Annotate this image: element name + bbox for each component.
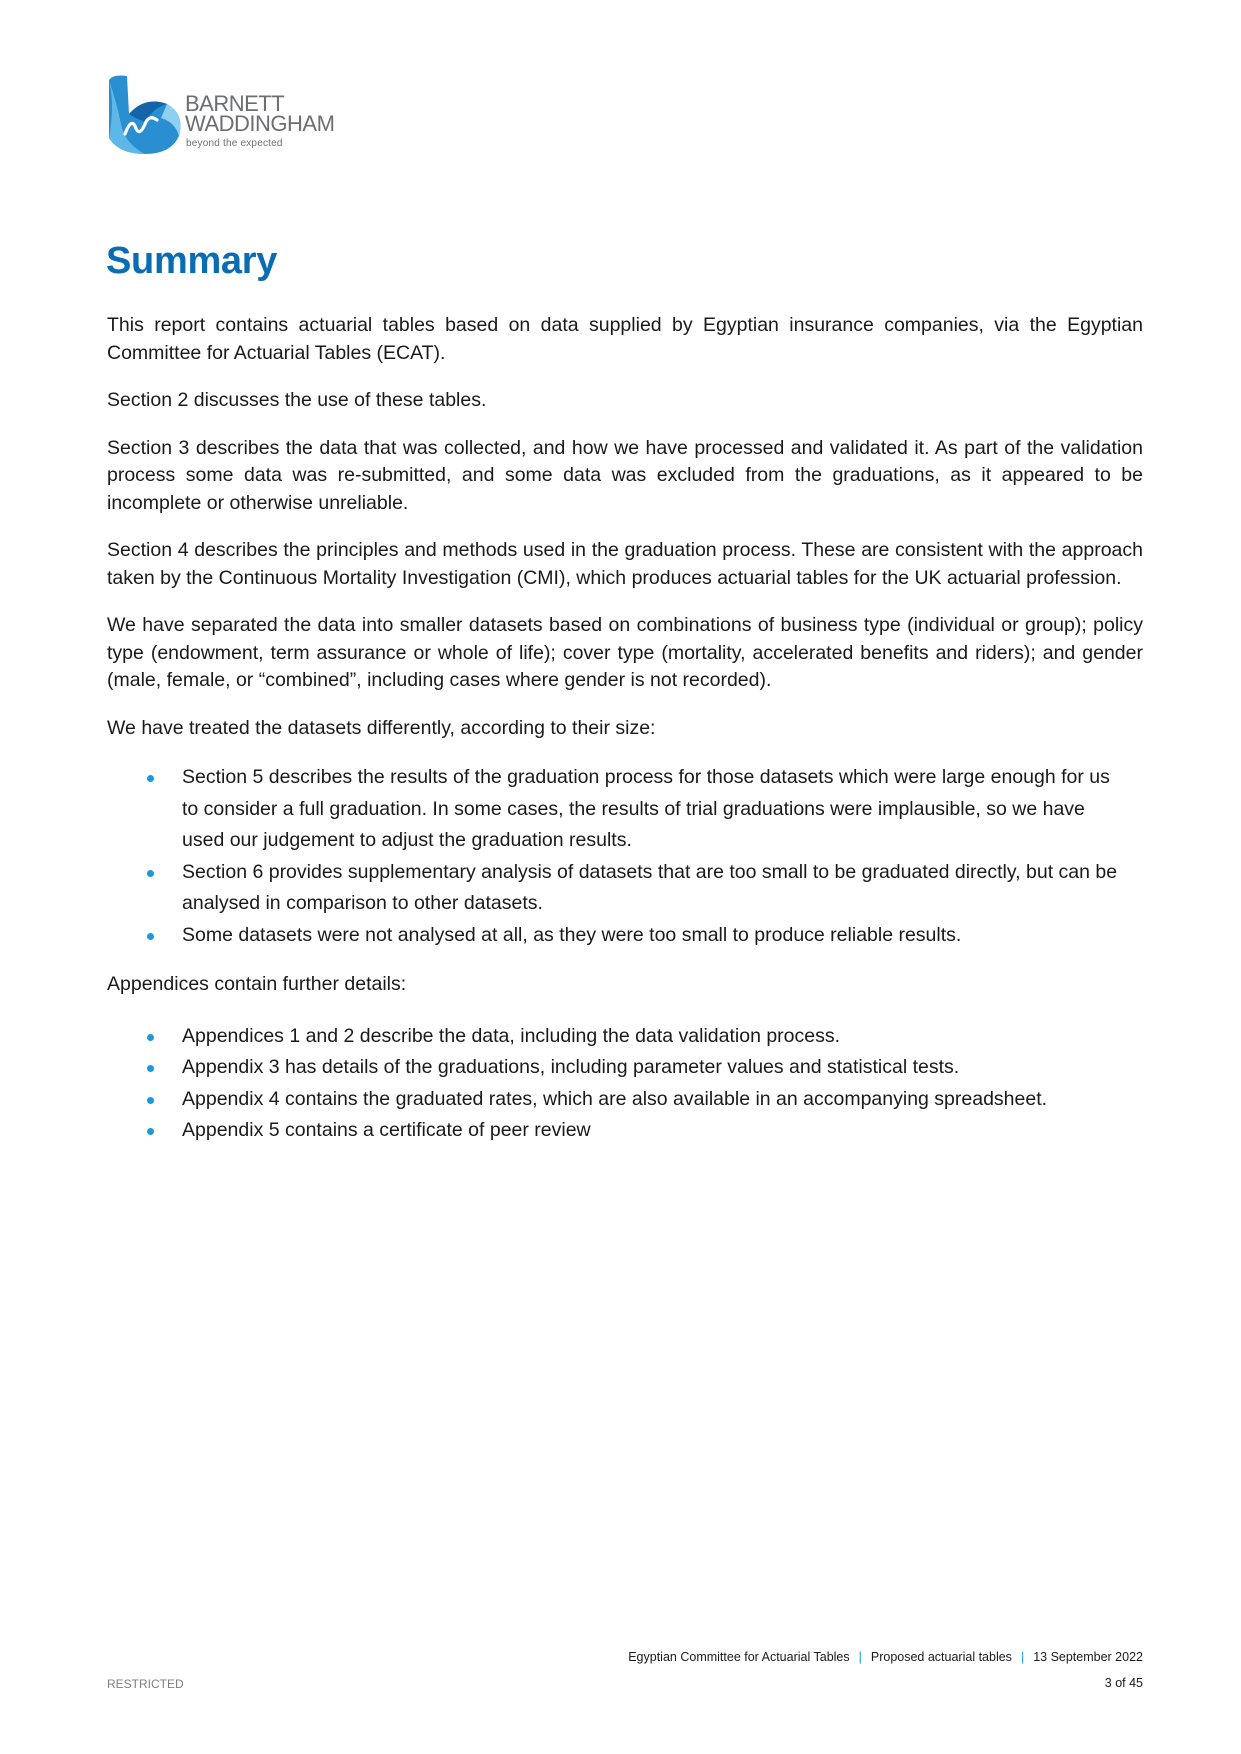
list-item [107,762,1143,857]
paragraph-datasets: We have separated the data into smaller datasets based on combinations of business type (individual or group); policy type (endowment, term assurance or whole of life); cover type (mortality, accelerated benefits and riders); and gender (male, female, or “combined”, including cases where gender is not recorded). [107,614,1143,691]
list-item-text: Section 5 describes the results of the graduation process for those datasets which were large enough for us to consider a full graduation. In some cases, the results of trial graduations were implausible, so we have used our judgement to adjust the graduation results. [182,766,1110,851]
list-item-text: Appendix 5 contains a certificate of peer review [182,1119,591,1141]
footer-separator: | [1020,1650,1025,1664]
list-item [107,920,1143,952]
list-item-text: Appendix 3 has details of the graduations, including parameter values and statistical tests. [182,1056,960,1078]
page-title: Summary [106,240,278,282]
footer-document-info [628,1650,1143,1664]
bullet-icon [147,933,154,940]
footer-page-number: 3 of 45 [1104,1676,1143,1690]
footer-document-title: Proposed actuarial tables [870,1650,1012,1664]
list-item [107,1052,1143,1084]
bullet-icon [147,1097,154,1104]
footer-date: 13 September 2022 [1033,1650,1143,1664]
list-item [107,1084,1143,1116]
bullet-icon [147,1128,154,1135]
bullet-icon [147,775,154,782]
logo-line1: BARNETT [185,91,285,116]
paragraph-section2: Section 2 discusses the use of these tables. [107,389,487,411]
list-item [107,1115,1143,1147]
footer-classification: RESTRICTED [107,1677,184,1691]
bullet-icon [147,1065,154,1072]
logo-tagline: beyond the expected [186,138,283,149]
logo-wordmark [185,91,335,136]
logo-line2: WADDINGHAM [185,111,335,136]
footer-client: Egyptian Committee for Actuarial Tables [628,1650,850,1664]
paragraph-intro: This report contains actuarial tables based on data supplied by Egyptian insurance companies, via the Egyptian Committee for Actuarial Tables (ECAT). [107,314,1143,364]
summary-body [107,312,1143,1167]
list-item [107,1021,1143,1053]
paragraph-appendices: Appendices contain further details: [107,973,407,995]
list-item [107,857,1143,920]
company-logo [105,74,350,158]
bullet-icon [147,870,154,877]
barnett-waddingham-logo-icon [105,74,183,154]
footer-separator: | [858,1650,862,1664]
bullet-icon [147,1034,154,1041]
list-item-text: Appendices 1 and 2 describe the data, including the data validation process. [182,1024,841,1047]
paragraph-treatment: We have treated the datasets differently, according to their size: [107,716,656,739]
size-bullet-list [107,762,1143,951]
list-item-text: Section 6 provides supplementary analysis of datasets that are too small to be graduated directly, but can be analysed in comparison to other datasets. [182,860,1118,914]
list-item-text: Some datasets were not analysed at all, as they were too small to produce reliable results. [182,923,962,946]
paragraph-section3: Section 3 describes the data that was collected, and how we have processed and validated it. As part of the validation process some data was re-submitted, and some data was excluded from the graduations, as it appeared to be incomplete or otherwise unreliable. [107,436,1143,514]
list-item-text: Appendix 4 contains the graduated rates, which are also available in an accompanying spreadsheet. [182,1087,1048,1110]
appendix-bullet-list [107,1021,1143,1147]
paragraph-section4: Section 4 describes the principles and methods used in the graduation process. These are consistent with the approach taken by the Continuous Mortality Investigation (CMI), which produces actuarial tables for the UK actuarial profession. [107,539,1143,589]
